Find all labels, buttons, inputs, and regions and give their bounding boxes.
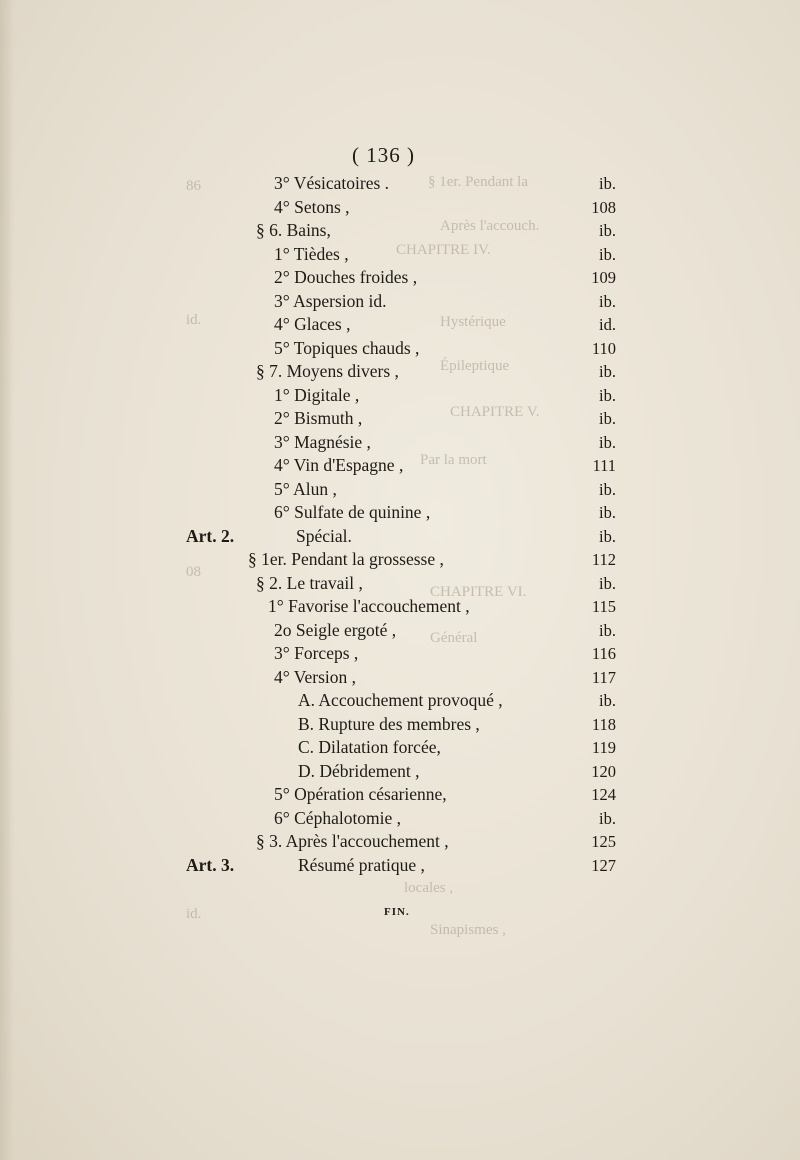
toc-entry-label: 5° Topiques chauds , bbox=[274, 337, 420, 358]
toc-entry-label: § 6. Bains, bbox=[256, 220, 331, 240]
show-through-text: CHAPITRE V. bbox=[450, 404, 540, 420]
toc-page-reference: ib. bbox=[599, 174, 616, 193]
toc-page-reference: 108 bbox=[591, 197, 616, 217]
toc-page-reference: 116 bbox=[591, 644, 616, 663]
show-through-text: Par la mort bbox=[420, 452, 487, 468]
toc-page-reference: ib. bbox=[599, 691, 616, 710]
toc-page-reference: 119 bbox=[591, 738, 616, 757]
toc-entry-label: 4° Version , bbox=[274, 666, 357, 687]
show-through-text: locales , bbox=[404, 880, 454, 896]
toc-row bbox=[0, 830, 800, 854]
toc-entry-label: 4° Glaces , bbox=[274, 314, 351, 334]
toc-row bbox=[0, 595, 800, 619]
toc-row bbox=[0, 172, 800, 196]
toc-row bbox=[0, 619, 800, 643]
toc-entry-label: 1° Digitale , bbox=[274, 384, 360, 405]
show-through-text: Épileptique bbox=[440, 358, 510, 374]
toc-page-reference: ib. bbox=[599, 503, 616, 522]
toc-page-reference: 110 bbox=[591, 338, 616, 358]
toc-page-reference: ib. bbox=[599, 808, 616, 828]
show-through-text: § 1er. Pendant la bbox=[428, 174, 528, 190]
show-through-text: Sinapismes , bbox=[430, 922, 506, 938]
toc-page-reference: ib. bbox=[599, 479, 616, 499]
show-through-text: CHAPITRE VI. bbox=[430, 584, 527, 600]
toc-entry-label: 3° Magnésie , bbox=[274, 431, 371, 452]
toc-page-reference: 112 bbox=[591, 550, 616, 569]
toc-row bbox=[0, 243, 800, 267]
show-through-page-numbers: 86 bbox=[186, 178, 201, 194]
toc-entry-label: D. Débridement , bbox=[298, 760, 420, 781]
show-through-page-numbers: id. bbox=[186, 312, 202, 328]
toc-page-reference: ib. bbox=[599, 221, 616, 240]
article-prefix: Art. 3. bbox=[186, 854, 235, 875]
toc-entry-label: 2° Bismuth , bbox=[274, 408, 363, 428]
toc-page-reference: 115 bbox=[591, 597, 616, 616]
toc-entry-label: A. Accouchement provoqué , bbox=[298, 690, 503, 710]
toc-page-reference: ib. bbox=[599, 409, 616, 428]
toc-page-reference: ib. bbox=[599, 244, 616, 264]
page-number: ( 136 ) bbox=[352, 143, 415, 167]
article-prefix: Art. 2. bbox=[186, 525, 235, 546]
toc-entry-label: 1° Favorise l'accouchement , bbox=[268, 596, 470, 616]
toc-entry-label: 6° Céphalotomie , bbox=[274, 807, 402, 828]
show-through-page-numbers: id. bbox=[186, 906, 202, 922]
toc-page-reference: ib. bbox=[599, 620, 616, 640]
toc-page-reference: ib. bbox=[599, 573, 616, 593]
toc-row bbox=[0, 407, 800, 431]
toc-row bbox=[0, 337, 800, 361]
toc-row bbox=[0, 689, 800, 713]
toc-row bbox=[0, 572, 800, 596]
toc-page-reference: id. bbox=[599, 315, 616, 334]
toc-page-reference: 118 bbox=[591, 714, 616, 734]
toc-page-reference: 127 bbox=[591, 855, 616, 875]
toc-row bbox=[0, 642, 800, 666]
toc-entry-label: 2° Douches froides , bbox=[274, 267, 418, 287]
toc-row bbox=[0, 736, 800, 760]
toc-page-reference: 125 bbox=[591, 832, 616, 851]
toc-row bbox=[0, 478, 800, 502]
toc-page-reference: 109 bbox=[591, 268, 616, 287]
toc-entry-label: § 2. Le travail , bbox=[256, 572, 363, 593]
toc-entry-label: 5° Opération césarienne, bbox=[274, 784, 447, 804]
toc-row bbox=[0, 266, 800, 290]
toc-entry-label: 5° Alun , bbox=[274, 478, 337, 499]
toc-entry-label: 3° Aspersion id. bbox=[274, 290, 387, 311]
toc-page-reference: ib. bbox=[599, 526, 616, 546]
toc-entry-label: 1° Tièdes , bbox=[274, 243, 349, 264]
toc-row bbox=[0, 713, 800, 737]
toc-row bbox=[0, 548, 800, 572]
toc-page-reference: ib. bbox=[599, 432, 616, 452]
show-through-text: CHAPITRE IV. bbox=[396, 242, 491, 258]
toc-row bbox=[0, 219, 800, 243]
toc-entry-label: Résumé pratique , bbox=[298, 854, 425, 875]
toc-entry-label: 2o Seigle ergoté , bbox=[274, 619, 397, 640]
toc-entry-label: C. Dilatation forcée, bbox=[298, 737, 441, 757]
toc-row bbox=[0, 290, 800, 314]
toc-entry-label: B. Rupture des membres , bbox=[298, 713, 480, 734]
toc-row bbox=[0, 196, 800, 220]
toc-entry-label: 4° Vin d'Espagne , bbox=[274, 455, 404, 475]
toc-entry-label: 3° Vésicatoires . bbox=[274, 173, 390, 193]
toc-row bbox=[0, 431, 800, 455]
toc-page-reference: ib. bbox=[599, 362, 616, 381]
toc-page-reference: 117 bbox=[591, 667, 616, 687]
toc-entry-label: 3° Forceps , bbox=[274, 643, 359, 663]
toc-page-reference: 111 bbox=[592, 456, 616, 475]
show-through-text: Hystérique bbox=[440, 314, 506, 330]
show-through-text: Après l'accouch. bbox=[440, 218, 540, 234]
toc-row bbox=[0, 454, 800, 478]
toc-row bbox=[0, 760, 800, 784]
toc-page-reference: ib. bbox=[599, 385, 616, 405]
toc-row bbox=[0, 666, 800, 690]
toc-row bbox=[0, 854, 800, 878]
toc-row bbox=[0, 501, 800, 525]
toc-page-reference: 120 bbox=[591, 761, 616, 781]
toc-entry-label: § 3. Après l'accouchement , bbox=[256, 831, 449, 851]
toc-entry-label: 6° Sulfate de quinine , bbox=[274, 502, 431, 522]
toc-entry-label: Spécial. bbox=[296, 525, 352, 546]
toc-entry-label: § 7. Moyens divers , bbox=[256, 361, 399, 381]
toc-row bbox=[0, 783, 800, 807]
toc-page-reference: ib. bbox=[599, 291, 616, 311]
show-through-text: Général bbox=[430, 630, 478, 646]
show-through-page-numbers: 08 bbox=[186, 564, 201, 580]
table-of-contents bbox=[0, 172, 800, 877]
toc-row bbox=[0, 525, 800, 549]
fin-marker: FIN. bbox=[384, 906, 410, 918]
toc-entry-label: § 1er. Pendant la grossesse , bbox=[248, 549, 444, 569]
toc-row bbox=[0, 360, 800, 384]
toc-entry-label: 4° Setons , bbox=[274, 196, 350, 217]
toc-row bbox=[0, 807, 800, 831]
toc-row bbox=[0, 313, 800, 337]
toc-row bbox=[0, 384, 800, 408]
toc-page-reference: 124 bbox=[591, 785, 616, 804]
